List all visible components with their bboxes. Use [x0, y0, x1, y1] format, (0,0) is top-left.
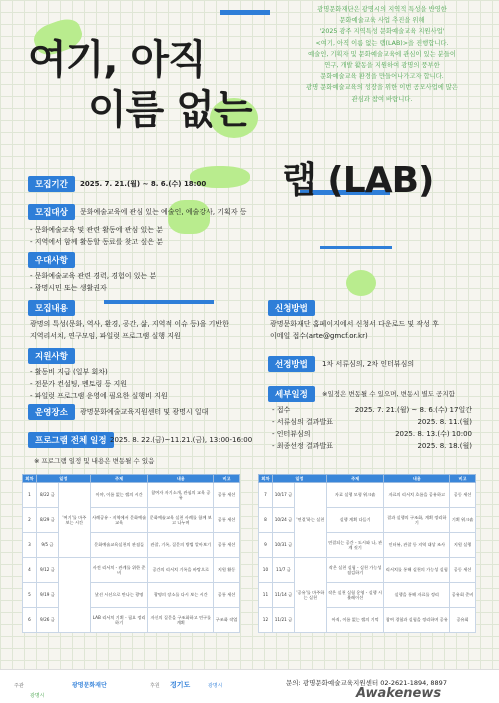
table-header: 비고: [214, 475, 240, 483]
footer-logo-label-host: 주관: [14, 683, 24, 689]
schedule-table-left: [22, 474, 240, 633]
table-cell: 지원 활동: [214, 558, 240, 583]
table-cell: 9/19 금: [36, 583, 58, 608]
select-text: 1차 서류심의, 2차 인터뷰심의: [322, 360, 415, 368]
table-cell: 8/29 금: [36, 508, 58, 533]
table-cell: 자신의 질문을 구조화하고 연구를 계획: [148, 608, 214, 633]
table-cell: 작은 실천 실험 운영 - 실행 시뮬레이션: [326, 583, 384, 608]
table-cell: 실행 계획 다듬기: [326, 508, 384, 533]
section-label-priority: 우대사항: [28, 252, 75, 268]
table-cell: 10/24 금: [272, 508, 294, 533]
table-cell: 2: [23, 508, 37, 533]
table-cell: 공동 세션: [450, 558, 476, 583]
table-group-cell: '공유'를 마주하는 실천: [294, 558, 326, 633]
title-line-3: 랩 (LAB): [282, 160, 434, 201]
section-label-apply: 신청방법: [268, 300, 315, 316]
footer-watermark: Awakenews: [356, 686, 442, 701]
schedule-table-right: [258, 474, 476, 633]
table-cell: 7: [259, 483, 273, 508]
period-text: 2025. 7. 21.(월) ~ 8. 6.(수) 18:00: [80, 180, 207, 188]
table-header: 회차: [23, 475, 37, 483]
footer-logo-gyeonggi: 경기도: [170, 681, 191, 689]
table-header: 회차: [259, 475, 273, 483]
table-header: 내용: [384, 475, 450, 483]
table-cell: 작은 실천 실험 - 실천 가능성 점검하기: [326, 558, 384, 583]
table-cell: 10/17 금: [272, 483, 294, 508]
table-group-cell: [58, 558, 90, 633]
table-header: 일정: [36, 475, 90, 483]
table-header: 주제: [90, 475, 148, 483]
table-cell: 3: [23, 533, 37, 558]
host-text: 광명문화예술교육지원센터 및 광명시 일대: [80, 408, 209, 416]
table-group-cell: '연결'하는 실천: [294, 483, 326, 558]
table-cell: 9/5 금: [36, 533, 58, 558]
table-cell: 10/31 금: [272, 533, 294, 558]
table-cell: 공유회: [450, 608, 476, 633]
table-cell: 4: [23, 558, 37, 583]
section-label-timeline: 세부일정: [268, 386, 315, 402]
footer: [0, 669, 499, 703]
footer-logo-city: 광명시: [30, 693, 45, 699]
section-label-support: 지원사항: [28, 348, 75, 364]
table-cell: 사례공유 - 지역에서 문화예술교육: [90, 508, 148, 533]
decor-bar-4: [320, 246, 392, 249]
table-cell: 결과 실행의 구조화, 계획 정리하기: [384, 508, 450, 533]
table-cell: 공통 세션: [214, 533, 240, 558]
table-cell: 9/26 금: [36, 608, 58, 633]
footer-logo-gwangmyeong: 광명시: [208, 683, 223, 689]
table-cell: 9: [259, 533, 273, 558]
table-cell: 공통 세션: [214, 583, 240, 608]
section-label-select: 선정방법: [268, 356, 315, 372]
apply-items: 광명문화재단 홈페이지에서 신청서 다운로드 및 작성 후 이메일 접수(arte@gmcf.or.kr): [270, 320, 439, 340]
title-line-1: 여기, 아직: [28, 37, 206, 83]
decor-bar-1: [220, 10, 270, 15]
table-cell: 관찰, 기록, 질문의 방법 알아보기: [148, 533, 214, 558]
schedule-text: 2025. 8. 22.(금)~11.21.(금), 13:00-16:00: [110, 436, 253, 444]
table-cell: 인터뷰, 관찰 등 지역 대상 조사: [384, 533, 450, 558]
table-cell: 광명의 장소를 다시 보는 시간: [148, 583, 214, 608]
table-cell: 아직, 이름 없는 랩의 기억: [326, 608, 384, 633]
table-cell: LAB 리서치 기획 - 필요 정리하기: [90, 608, 148, 633]
table-cell: 이야, 이름 없는 랩의 시간: [90, 483, 148, 508]
table-cell: 공유회 준비: [450, 583, 476, 608]
table-cell: 9/12 금: [36, 558, 58, 583]
target-lead: 문화예술교육에 관심 있는 예술인, 예술강사, 기획자 등: [80, 208, 247, 216]
table-cell: 리서치를 통해 실천의 가능성 실험: [384, 558, 450, 583]
table-header: 내용: [148, 475, 214, 483]
support-items: - 활동비 지급 (일부 회차) - 전문가 컨설팅, 멘토링 등 지원 - 파일럿 프로그램 운영에 필요한 실행비 지원: [30, 368, 168, 400]
section-label-target: 모집대상: [28, 204, 75, 220]
table-cell: 공통 세션: [214, 508, 240, 533]
table-header: 주제: [326, 475, 384, 483]
intro-text: 광명문화재단은 광명시의 지역적 특성을 반영한 문화예술교육 사업 추진을 위해 '2025 광주 지역특성 문화예술교육 지원사업' <여기, 아직 이름 없는 랩(LAB)>을 진행합니다. 예술인, 기획자 및 문화예술교육에 관심이 있는 분들이 연구, 개발 활동을 지원하여 광명의 풍부한 문화예술교육 환경을 만들어나가고자 합니다. 광명 문화예술교육의 성장을 위한 이번 공모사업에 많은 관심과 참여 바랍니다.: [306, 6, 458, 103]
table-cell: 6: [23, 608, 37, 633]
table-cell: 10: [259, 558, 273, 583]
decor-blob-small: [346, 270, 376, 296]
table-cell: 기획 워크숍: [450, 508, 476, 533]
section-label-period: 모집기간: [28, 176, 75, 192]
table-cell: 11: [259, 583, 273, 608]
section-label-content: 모집내용: [28, 300, 75, 316]
table-cell: 11/14 금: [272, 583, 294, 608]
timeline-rows: - 접수 2025. 7. 21.(월) ~ 8. 6.(수) 17일간 - 서류심의 결과발표 2025. 8. 11.(월) - 인터뷰심의 2025. 8. 13.(수) 10:00 - 최종선정 결과발표 2025. 8. 18.(월): [272, 406, 472, 450]
table-cell: 연결되는 공간 - 도시와 나, 관계 짓기: [326, 533, 384, 558]
section-label-schedule: 프로그램 전체 일정: [28, 432, 114, 448]
footer-logo-label-sponsor: 후원: [150, 683, 160, 689]
footer-contact: 문의: 광명문화예술교육지원센터 02-2621-1894, 8897: [286, 679, 447, 687]
table-group-cell: '여기'를 마주 보는 시간: [58, 483, 90, 558]
timeline-note: ※일정은 변동될 수 있으며, 변동시 별도 공지함: [322, 390, 455, 398]
table-cell: 공간의 리서치 기록을 바탕으로: [148, 558, 214, 583]
schedule-note: ※ 프로그램 일정 및 내용은 변동될 수 있음: [34, 457, 155, 465]
table-header: 비고: [450, 475, 476, 483]
table-cell: 낯선 시선으로 만나는 광명: [90, 583, 148, 608]
table-cell: 지원 실행: [450, 533, 476, 558]
table-cell: 공통 세션: [214, 483, 240, 508]
table-cell: 11/21 금: [272, 608, 294, 633]
table-cell: 12: [259, 608, 273, 633]
table-cell: 자료의 리서치 흐름을 공유하고: [384, 483, 450, 508]
table-cell: 11/7 금: [272, 558, 294, 583]
table-cell: 5: [23, 583, 37, 608]
content-items: 광명의 특성(문화, 역사, 환경, 공간, 삶, 지역적 이슈 등)을 기반한 지역리서치, 연구모임, 파일럿 프로그램 실행 지원: [30, 320, 229, 340]
section-label-host: 운영장소: [28, 404, 75, 420]
decor-bar-3: [104, 300, 214, 304]
table-cell: 공동 세션: [450, 483, 476, 508]
table-cell: 실행을 통해 자료를 정리: [384, 583, 450, 608]
table-cell: 문화예술교육실천의 관점들: [90, 533, 148, 558]
table-cell: 문화예술교육 실천 사례를 함께 보고 나누며: [148, 508, 214, 533]
title-line-2: 이름 없는: [88, 87, 252, 133]
table-cell: 8/22 금: [36, 483, 58, 508]
table-cell: 자료 실행 모형 워크숍: [326, 483, 384, 508]
table-cell: 구조화 작업: [214, 608, 240, 633]
target-items: - 문화예술교육 및 관련 활동에 관심 있는 분 - 지역에서 함께 활동할 동료를 찾고 싶은 분: [30, 226, 164, 246]
table-header: 일정: [272, 475, 326, 483]
table-cell: 8: [259, 508, 273, 533]
table-cell: 참여자 자기소개, 관심의 교육 공유: [148, 483, 214, 508]
footer-logo-gmcf: 광명문화재단: [72, 682, 107, 689]
priority-items: - 문화예술교육 관련 경력, 경험이 있는 분 - 광명시민 또는 생활권자: [30, 272, 157, 292]
table-cell: 참여 경험과 실험을 정리하며 공유: [384, 608, 450, 633]
table-cell: 1: [23, 483, 37, 508]
table-cell: 사전 리서치 - 관계를 위한 준비: [90, 558, 148, 583]
